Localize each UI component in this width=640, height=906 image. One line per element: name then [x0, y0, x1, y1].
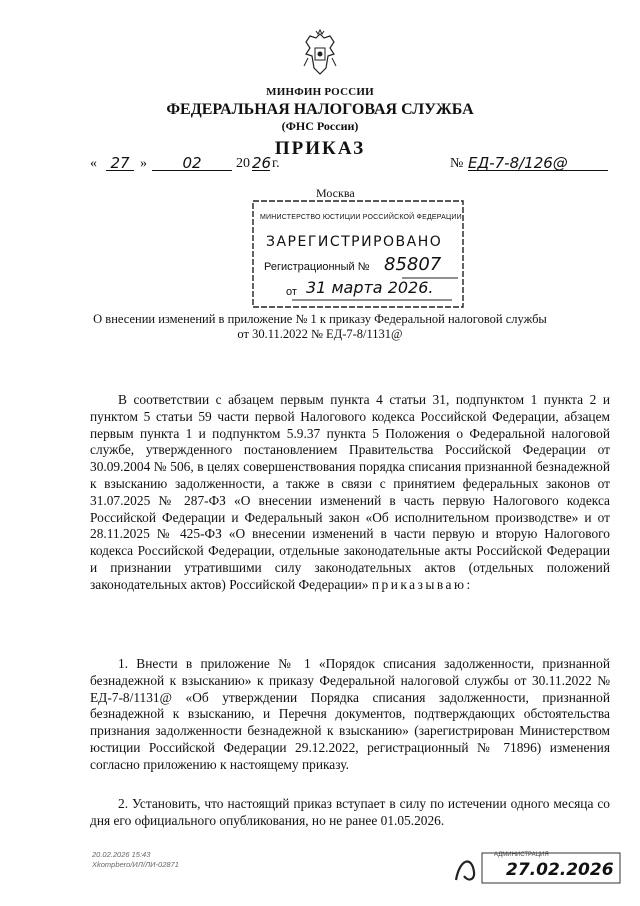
order-word: приказываю:: [371, 576, 473, 592]
coat-of-arms-icon: [300, 28, 340, 78]
preamble-paragraph: [90, 392, 610, 594]
stamp-ministry-name: МИНИСТЕРСТВО ЮСТИЦИИ РОССИЙСКОЙ ФЕДЕРАЦИИ: [260, 214, 462, 221]
clause-2: 2. Установить, что настоящий приказ вступает в силу по истечении одного месяца со дня его официального опубликования, но не ранее 01.05.2026.: [90, 796, 610, 828]
stamp-reg-label: Регистрационный №: [264, 261, 370, 273]
stamp-city: Москва: [316, 186, 355, 200]
number-sign: №: [450, 156, 464, 171]
footer-meta: [92, 850, 179, 870]
date-year-prefix: 20: [236, 156, 250, 171]
ministry-name: МИНФИН РОССИИ: [266, 86, 374, 98]
date-day: 27: [106, 154, 134, 171]
date-month: 02: [152, 154, 232, 171]
preamble-text: В соответствии с абзацем первым пункта 4 статьи 31, подпунктом 1 пункта 2 и пунктом 5 статьи 59 части первой Налогового кодекса Российской Федерации, абзацем первым пункта 1 и подпунктом 5.9.37 пункта 5 Положения о Федеральной налоговой службе, утвержденного постановлением Правительства Российской Федерации от 30.09.2004 № 506, в целях совершенствования порядка списания признанной безнадежной к взысканию задолженности, а также в связи с принятием федеральных законов от 31.07.2025 № 287-ФЗ «О внесении изменений в часть первую Налогового кодекса Российской Федерации и Федеральный закон «Об исполнительном производстве» и от 28.11.2025 № 425-ФЗ «О внесении изменений в части первую и вторую Налогового кодекса Российской Федерации, отдельные законодательные акты Российской Федерации и признании утратившими силу законодательных актов (отдельных положений законодательных актов) Российской Федерации»: [90, 392, 610, 592]
date-year-unit: г.: [272, 156, 280, 171]
open-quote: «: [90, 156, 97, 171]
stamp-from-date: 31 марта 2026.: [306, 278, 434, 297]
footer-filename: Xkompbero/ИЛ/ЛИ-02871: [92, 860, 179, 869]
close-quote: »: [140, 156, 147, 171]
receipt-stamp-caption: АДМИНИСТРАЦИЯ: [494, 852, 549, 858]
document-number: ЕД-7-8/126@: [468, 154, 608, 171]
subject-line-1: О внесении изменений в приложение № 1 к приказу Федеральной налоговой службы: [93, 312, 547, 326]
document-subject: [0, 312, 640, 342]
stamp-status: ЗАРЕГИСТРИРОВАНО: [266, 234, 443, 250]
stamp-reg-number: 85807: [384, 254, 442, 275]
document-type: ПРИКАЗ: [274, 138, 366, 159]
footer-timestamp: 20.02.2026 15:43: [92, 850, 151, 859]
stamp-from-label: от: [286, 286, 297, 298]
service-name: ФЕДЕРАЛЬНАЯ НАЛОГОВАЯ СЛУЖБА: [166, 101, 474, 118]
subject-line-2: от 30.11.2022 № ЕД-7-8/1131@: [237, 327, 403, 341]
service-short-name: (ФНС России): [281, 119, 359, 133]
receipt-stamp-date: 27.02.2026: [506, 860, 614, 880]
registration-stamp: [256, 186, 462, 306]
receipt-stamp: [454, 852, 622, 886]
clause-1: 1. Внести в приложение № 1 «Порядок списания задолженности, признанной безнадежной к взысканию» к приказу Федеральной налоговой службы от 30.11.2022 № ЕД-7-8/1131@ «Об утверждении Порядка списания задолженности, признанной безнадежной к взысканию, и Перечня документов, подтверждающих обстоятельства признания задолженности безнадежной к взысканию» (зарегистрирован Министерством юстиции Российской Федерации 29.12.2022, регистрационный № 71896) изменения согласно приложению к настоящему приказу.: [90, 656, 610, 772]
date-year-suffix: 26: [252, 154, 272, 172]
